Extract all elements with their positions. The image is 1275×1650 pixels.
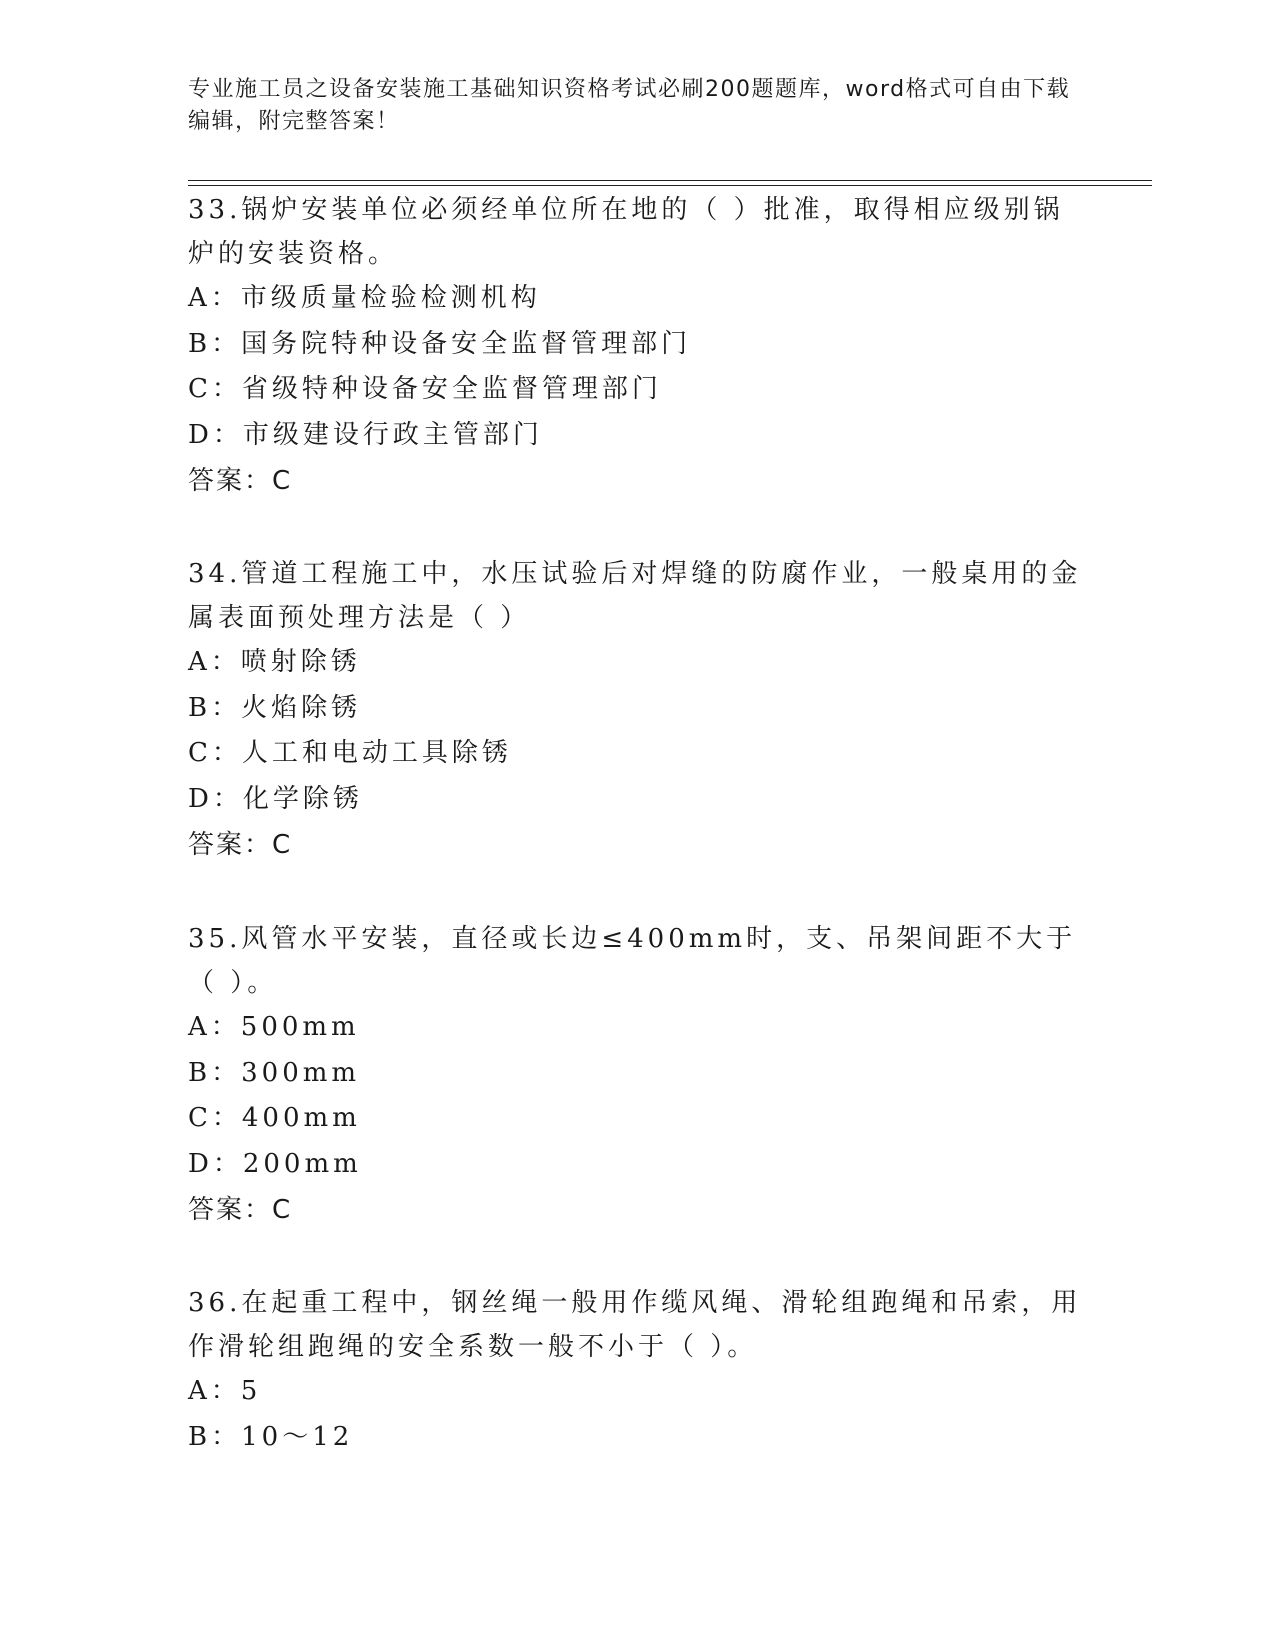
option-b: B：火焰除锈 — [188, 692, 362, 723]
document-header: 专业施工员之设备安装施工基础知识资格考试必刷200题题库，word格式可自由下载编辑，附完整答案！ — [188, 77, 1071, 134]
option-a: A：市级质量检验检测机构 — [188, 283, 541, 313]
question-stem: 34.管道工程施工中，水压试验后对焊缝的防腐作业，一般桌用的金属表面预处理方法是（ ） — [188, 559, 1082, 633]
question-36 — [188, 1281, 1088, 1460]
option-a: A：5 — [188, 1376, 262, 1406]
question-stem: 36.在起重工程中，钢丝绳一般用作缆风绳、滑轮组跑绳和吊索，用作滑轮组跑绳的安全系数一般不小于（ ）。 — [188, 1288, 1082, 1362]
option-b: B：国务院特种设备安全监督管理部门 — [188, 328, 692, 359]
question-34 — [188, 552, 1088, 868]
question-35 — [188, 917, 1088, 1233]
option-d: D：市级建设行政主管部门 — [188, 419, 543, 450]
question-stem: 33.锅炉安装单位必须经单位所在地的（ ）批准，取得相应级别锅炉的安装资格。 — [188, 195, 1064, 269]
option-a: A：喷射除锈 — [188, 647, 361, 677]
question-33 — [188, 188, 1088, 504]
option-c: C：人工和电动工具除锈 — [188, 738, 512, 768]
option-c: C：省级特种设备安全监督管理部门 — [188, 374, 662, 404]
answer: 答案：C — [188, 830, 293, 860]
option-b: B：300mm — [188, 1057, 361, 1088]
header-divider-top — [188, 180, 1152, 181]
header-divider-bottom — [188, 185, 1152, 186]
option-d: D：200mm — [188, 1148, 362, 1179]
answer: 答案：C — [188, 466, 293, 496]
option-b: B：10～12 — [188, 1421, 354, 1452]
option-a: A：500mm — [188, 1012, 360, 1042]
option-c: C：400mm — [188, 1103, 361, 1133]
answer: 答案：C — [188, 1195, 293, 1225]
option-d: D：化学除锈 — [188, 783, 363, 814]
question-stem: 35.风管水平安装，直径或长边≤400mm时，支、吊架间距不大于（ ）。 — [188, 924, 1077, 998]
